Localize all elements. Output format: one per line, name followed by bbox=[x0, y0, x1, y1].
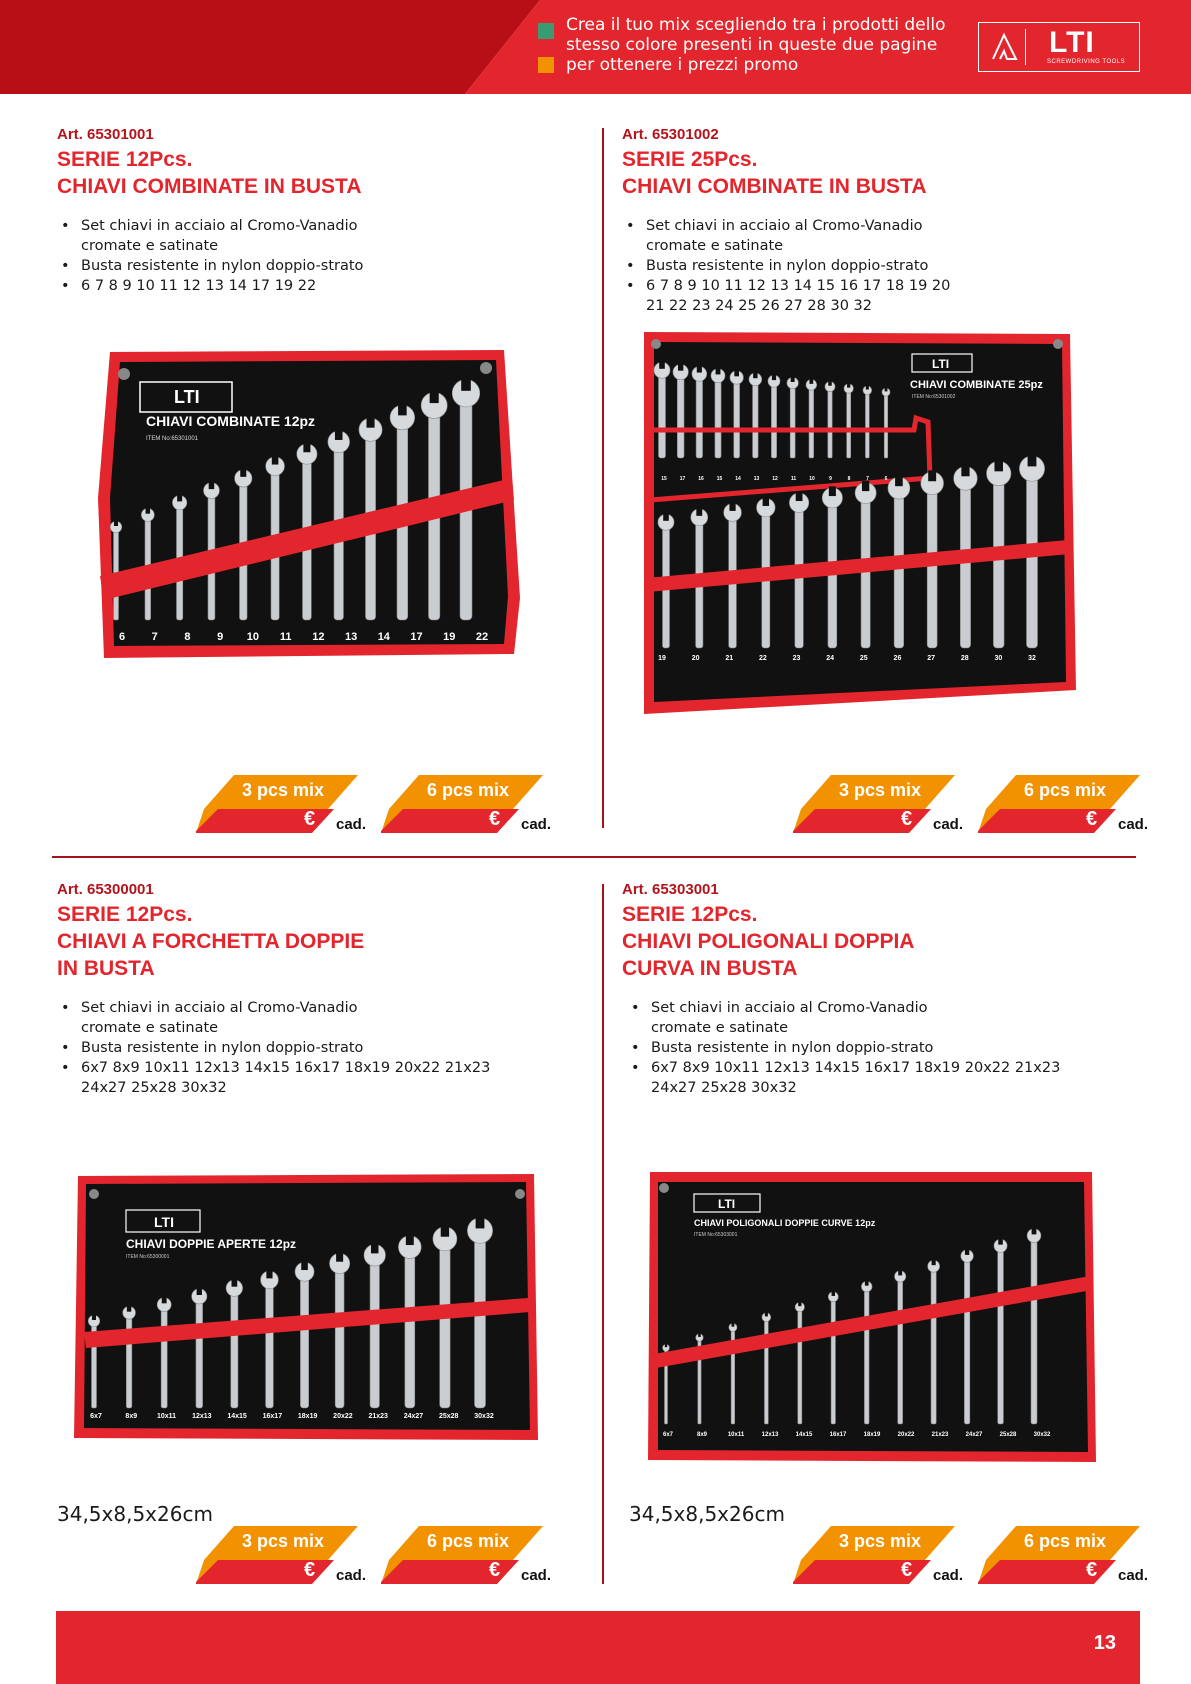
page-header bbox=[0, 0, 1191, 94]
size-label: 30x32 bbox=[474, 1413, 494, 1420]
size-label: 15 bbox=[716, 476, 723, 482]
feature-item: • 6x7 8x9 10x11 12x13 14x15 16x17 18x19 20x22 21x23 24x27 25x28 30x32 bbox=[627, 1058, 1092, 1098]
tag-label: 3 pcs mix bbox=[839, 1531, 922, 1551]
size-label: 12 bbox=[312, 631, 325, 643]
product-title bbox=[57, 901, 577, 982]
size-label: 25 bbox=[859, 655, 868, 662]
size-label: 12 bbox=[772, 476, 778, 482]
size-label: 18x19 bbox=[863, 1432, 881, 1438]
promo-tag-6-pcs bbox=[978, 1526, 1158, 1588]
unit-label: cad. bbox=[521, 1567, 552, 1584]
title-line: SERIE 25Pcs. bbox=[622, 148, 758, 171]
feature-item: • 6 7 8 9 10 11 12 13 14 15 16 17 18 19 20 21 22 23 24 25 26 27 28 30 32 bbox=[622, 276, 952, 316]
page-number: 13 bbox=[1093, 1632, 1116, 1654]
size-label: 21x23 bbox=[931, 1432, 949, 1438]
size-label: 10x11 bbox=[156, 1413, 177, 1420]
promo-line: stesso colore presenti in queste due pagine bbox=[566, 35, 938, 55]
size-label: 21x23 bbox=[368, 1413, 388, 1420]
promo-line: Crea il tuo mix scegliendo tra i prodotti dello bbox=[566, 15, 946, 35]
title-line: CURVA IN BUSTA bbox=[622, 957, 798, 980]
feature-list bbox=[622, 998, 1092, 1098]
brand-name: LTI bbox=[1049, 26, 1095, 59]
size-label: 8 bbox=[184, 631, 191, 643]
vertical-divider-bottom bbox=[602, 884, 604, 1584]
title-line: CHIAVI A FORCHETTA DOPPIE bbox=[57, 930, 365, 953]
unit-label: cad. bbox=[1118, 816, 1149, 833]
triangle-logo-icon bbox=[989, 31, 1019, 63]
orange-square-icon bbox=[538, 57, 554, 73]
feature-item: • Set chiavi in acciaio al Cromo-Vanadio cromate e satinate bbox=[627, 998, 957, 1038]
size-label: 22 bbox=[475, 631, 489, 643]
feature-item: • Busta resistente in nylon doppio-strato bbox=[57, 1038, 527, 1058]
size-label: 30 bbox=[994, 655, 1003, 662]
feature-list bbox=[622, 216, 952, 316]
size-label: 30x32 bbox=[1033, 1432, 1051, 1438]
feature-item: • Set chiavi in acciaio al Cromo-Vanadio cromate e satinate bbox=[57, 216, 387, 256]
promo-tag-3-pcs bbox=[196, 1526, 376, 1588]
feature-list bbox=[57, 998, 527, 1098]
size-label: 11 bbox=[790, 476, 797, 482]
tag-label: 6 pcs mix bbox=[1024, 780, 1107, 800]
size-label: 25x28 bbox=[438, 1413, 459, 1420]
promo-tag-6-pcs bbox=[978, 775, 1158, 837]
page-footer bbox=[56, 1611, 1140, 1684]
size-label: 22 bbox=[759, 655, 767, 662]
euro-symbol: € bbox=[304, 808, 316, 830]
size-label: 21 bbox=[725, 655, 734, 662]
title-line: SERIE 12Pcs. bbox=[57, 903, 193, 926]
brand-logo bbox=[978, 22, 1140, 72]
vertical-divider-top bbox=[602, 128, 604, 828]
size-label: 9 bbox=[829, 476, 832, 482]
pouch-label: CHIAVI DOPPIE APERTE 12pz bbox=[126, 1237, 297, 1251]
size-label: 24 bbox=[826, 655, 835, 662]
size-label: 6x7 bbox=[662, 1432, 674, 1438]
unit-label: cad. bbox=[1118, 1567, 1149, 1584]
size-label: 15 bbox=[661, 476, 667, 482]
size-label: 12x13 bbox=[192, 1413, 212, 1420]
size-label: 8 bbox=[847, 476, 851, 482]
size-label: 17 bbox=[410, 631, 423, 643]
size-label: 25x28 bbox=[999, 1432, 1017, 1438]
promo-tag-3-pcs bbox=[196, 775, 376, 837]
article-number: Art. 65300001 bbox=[57, 881, 154, 898]
size-label: 7 bbox=[151, 631, 158, 643]
product-dimensions: 34,5x8,5x26cm bbox=[57, 1502, 213, 1526]
euro-symbol: € bbox=[304, 1559, 316, 1581]
pouch-label: CHIAVI POLIGONALI DOPPIE CURVE 12pz bbox=[694, 1218, 876, 1228]
tag-label: 3 pcs mix bbox=[242, 1531, 325, 1551]
euro-symbol: € bbox=[901, 1559, 913, 1581]
svg-text:LTI: LTI bbox=[932, 357, 950, 371]
pouch-label: CHIAVI COMBINATE 25pz bbox=[910, 379, 1043, 391]
product-title bbox=[622, 901, 1142, 982]
feature-item: • Set chiavi in acciaio al Cromo-Vanadio cromate e satinate bbox=[57, 998, 387, 1038]
feature-item: • Set chiavi in acciaio al Cromo-Vanadio cromate e satinate bbox=[622, 216, 952, 256]
size-label: 10 bbox=[246, 631, 260, 643]
size-label: 24x27 bbox=[965, 1432, 983, 1438]
title-line: CHIAVI POLIGONALI DOPPIA bbox=[622, 930, 915, 953]
unit-label: cad. bbox=[933, 1567, 964, 1584]
promo-tag-6-pcs bbox=[381, 775, 561, 837]
green-square-icon bbox=[538, 23, 554, 39]
product-title bbox=[57, 146, 577, 200]
size-label: 13 bbox=[753, 476, 760, 482]
size-label: 10x11 bbox=[727, 1432, 745, 1438]
product-photo-combination-25 bbox=[640, 330, 1080, 716]
product-photo-combination-12 bbox=[94, 348, 526, 660]
promo-note bbox=[566, 15, 966, 75]
product-65301002 bbox=[622, 126, 1142, 316]
unit-label: cad. bbox=[933, 816, 964, 833]
size-label: 28 bbox=[960, 655, 969, 662]
product-photo-open-end bbox=[70, 1172, 544, 1444]
size-label: 20x22 bbox=[897, 1432, 915, 1438]
size-label: 12x13 bbox=[761, 1432, 779, 1438]
feature-item: • Busta resistente in nylon doppio-strato bbox=[57, 256, 387, 276]
svg-text:LTI: LTI bbox=[154, 1214, 174, 1230]
article-number: Art. 65303001 bbox=[622, 881, 719, 898]
feature-item: • Busta resistente in nylon doppio-strato bbox=[622, 256, 952, 276]
size-label: 14x15 bbox=[795, 1432, 813, 1438]
size-label: 10 bbox=[809, 476, 815, 482]
unit-label: cad. bbox=[336, 1567, 367, 1584]
title-line: CHIAVI COMBINATE IN BUSTA bbox=[57, 175, 362, 198]
promo-tag-3-pcs bbox=[793, 1526, 973, 1588]
pouch-item-number: ITEM No:65300001 bbox=[126, 1254, 170, 1260]
product-65303001 bbox=[622, 881, 1142, 1098]
size-label: 26 bbox=[893, 655, 902, 662]
horizontal-divider bbox=[52, 856, 1136, 858]
promo-tag-6-pcs bbox=[381, 1526, 561, 1588]
size-label: 14 bbox=[377, 631, 390, 643]
tag-label: 3 pcs mix bbox=[839, 780, 922, 800]
size-label: 8x9 bbox=[125, 1413, 138, 1420]
size-label: 8x9 bbox=[696, 1432, 708, 1438]
title-line: SERIE 12Pcs. bbox=[57, 148, 193, 171]
size-label: 14x15 bbox=[227, 1413, 247, 1420]
feature-item: • 6x7 8x9 10x11 12x13 14x15 16x17 18x19 20x22 21x23 24x27 25x28 30x32 bbox=[57, 1058, 527, 1098]
size-label: 23 bbox=[792, 655, 801, 662]
size-label: 17 bbox=[679, 476, 686, 482]
pouch-item-number: ITEM No:65301002 bbox=[912, 394, 956, 400]
euro-symbol: € bbox=[1086, 808, 1098, 830]
tag-label: 6 pcs mix bbox=[427, 1531, 510, 1551]
size-label: 16 bbox=[698, 476, 704, 482]
svg-text:LTI: LTI bbox=[718, 1197, 736, 1211]
tag-label: 6 pcs mix bbox=[1024, 1531, 1107, 1551]
size-label: 24x27 bbox=[403, 1413, 424, 1420]
brand-subtitle: SCREWDRIVING TOOLS bbox=[1047, 59, 1126, 65]
euro-symbol: € bbox=[1086, 1559, 1098, 1581]
promo-tag-3-pcs bbox=[793, 775, 973, 837]
tag-label: 3 pcs mix bbox=[242, 780, 325, 800]
product-65300001 bbox=[57, 881, 577, 1098]
title-line: SERIE 12Pcs. bbox=[622, 903, 758, 926]
feature-item: • Busta resistente in nylon doppio-strato bbox=[627, 1038, 1092, 1058]
size-label: 19 bbox=[443, 631, 456, 643]
euro-symbol: € bbox=[901, 808, 913, 830]
size-label: 19 bbox=[658, 655, 666, 662]
size-label: 9 bbox=[217, 631, 224, 643]
unit-label: cad. bbox=[521, 816, 552, 833]
size-label: 32 bbox=[1028, 655, 1036, 662]
tag-label: 6 pcs mix bbox=[427, 780, 510, 800]
euro-symbol: € bbox=[489, 808, 501, 830]
size-label: 16x17 bbox=[829, 1432, 847, 1438]
title-line: IN BUSTA bbox=[57, 957, 155, 980]
product-65301001 bbox=[57, 126, 577, 296]
size-label: 6 bbox=[884, 476, 888, 482]
feature-item: • 6 7 8 9 10 11 12 13 14 17 19 22 bbox=[57, 276, 387, 296]
size-label: 18x19 bbox=[297, 1413, 318, 1420]
article-number: Art. 65301001 bbox=[57, 126, 154, 143]
product-title bbox=[622, 146, 1142, 200]
size-label: 16x17 bbox=[262, 1413, 283, 1420]
size-label: 13 bbox=[344, 631, 358, 643]
product-photo-offset-ring bbox=[644, 1170, 1100, 1466]
euro-symbol: € bbox=[489, 1559, 501, 1581]
product-dimensions: 34,5x8,5x26cm bbox=[629, 1502, 785, 1526]
size-label: 7 bbox=[866, 476, 869, 482]
pouch-item-number: ITEM No:65303001 bbox=[694, 1232, 738, 1238]
logo-divider bbox=[1025, 29, 1026, 65]
feature-list bbox=[57, 216, 387, 296]
size-label: 20 bbox=[691, 655, 700, 662]
size-label: 11 bbox=[279, 631, 292, 643]
pouch-item-number: ITEM No:65301001 bbox=[146, 436, 199, 442]
size-label: 6 bbox=[118, 631, 126, 643]
size-label: 27 bbox=[927, 655, 935, 662]
pouch-label: CHIAVI COMBINATE 12pz bbox=[146, 413, 316, 429]
size-label: 14 bbox=[735, 476, 741, 482]
size-label: 6x7 bbox=[90, 1413, 102, 1420]
article-number: Art. 65301002 bbox=[622, 126, 719, 143]
unit-label: cad. bbox=[336, 816, 367, 833]
promo-line: per ottenere i prezzi promo bbox=[566, 55, 799, 75]
title-line: CHIAVI COMBINATE IN BUSTA bbox=[622, 175, 927, 198]
svg-text:LTI: LTI bbox=[174, 387, 200, 407]
size-label: 20x22 bbox=[333, 1413, 353, 1420]
